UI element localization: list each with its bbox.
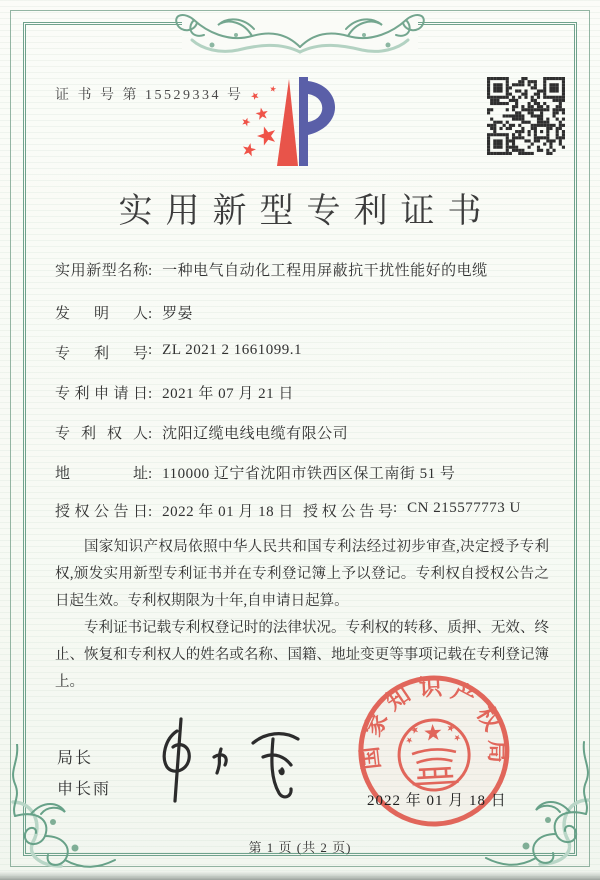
field-row-patent-no (55, 342, 550, 363)
field-colon: : (148, 426, 153, 442)
field-label: 实用新型名称 (55, 263, 148, 279)
bottom-left-corner-ornament (3, 744, 118, 876)
grant-number-group (303, 500, 521, 521)
field-value: 2021 年 07 月 21 日 (162, 386, 294, 402)
field-colon: : (148, 466, 153, 482)
handwritten-signature (125, 713, 325, 808)
field-row-name (55, 259, 550, 280)
field-label: 发明人 (55, 306, 148, 322)
logo-red-wedge (277, 79, 298, 166)
field-label: 专利权人 (55, 426, 148, 442)
field-row-filing-date (55, 382, 550, 403)
certificate-title: 实用新型专利证书 (118, 193, 495, 230)
qr-code (487, 77, 565, 155)
field-colon: : (148, 342, 153, 358)
field-label: 专利申请日 (55, 386, 148, 402)
field-row-grant (55, 500, 550, 521)
field-colon: : (148, 306, 153, 322)
field-label: 授权公告日 (55, 504, 148, 520)
signer-name: 申长雨 (57, 781, 112, 798)
field-label: 地址 (55, 466, 148, 482)
field-value: CN 215577773 U (407, 500, 521, 516)
field-row-patentee (55, 422, 550, 443)
certificate-number: 证 书 号 第 15529334 号 (55, 88, 244, 103)
field-value: 沈阳辽缆电线电缆有限公司 (162, 426, 349, 442)
field-label: 专利号 (55, 346, 148, 362)
field-value: ZL 2021 2 1661099.1 (162, 342, 302, 358)
field-colon: : (148, 263, 153, 279)
legal-paragraph-1: 国家知识产权局依照中华人民共和国专利法经过初步审查,决定授予专利权,颁发实用新型专利证书并在专利登记簿上予以登记。专利权自授权公告之日起生效。专利权期限为十年,自申请日起算。 (55, 539, 549, 609)
logo-stars (241, 85, 279, 157)
cnipa-logo (233, 74, 358, 174)
seal-text: 国家知识产权局 (357, 674, 510, 771)
top-flourish-ornament (140, 5, 460, 63)
scan-shadow-edge (0, 871, 600, 880)
field-colon: : (148, 386, 153, 402)
field-value: 一种电气自动化工程用屏蔽抗干扰性能好的电缆 (162, 263, 488, 279)
page-footer: 第 1 页 (共 2 页) (248, 840, 352, 855)
field-value: 罗晏 (162, 306, 194, 322)
legal-paragraph-2: 专利证书记载专利权登记时的法律状况。专利权的转移、质押、无效、终止、恢复和专利权人的姓名或名称、国籍、地址变更等事项记载在专利登记簿上。 (55, 620, 549, 690)
field-label: 授权公告号 (303, 504, 393, 520)
field-colon: : (393, 500, 398, 516)
field-value: 2022 年 01 月 18 日 (162, 504, 294, 520)
field-row-inventor (55, 302, 550, 323)
field-colon: : (148, 504, 153, 520)
signer-title: 局长 (57, 750, 94, 767)
seal-date: 2022 年 01 月 18 日 (367, 793, 507, 809)
field-row-address (55, 462, 550, 483)
field-value: 110000 辽宁省沈阳市铁西区保工南街 51 号 (162, 466, 456, 482)
logo-blue-p (299, 77, 335, 166)
